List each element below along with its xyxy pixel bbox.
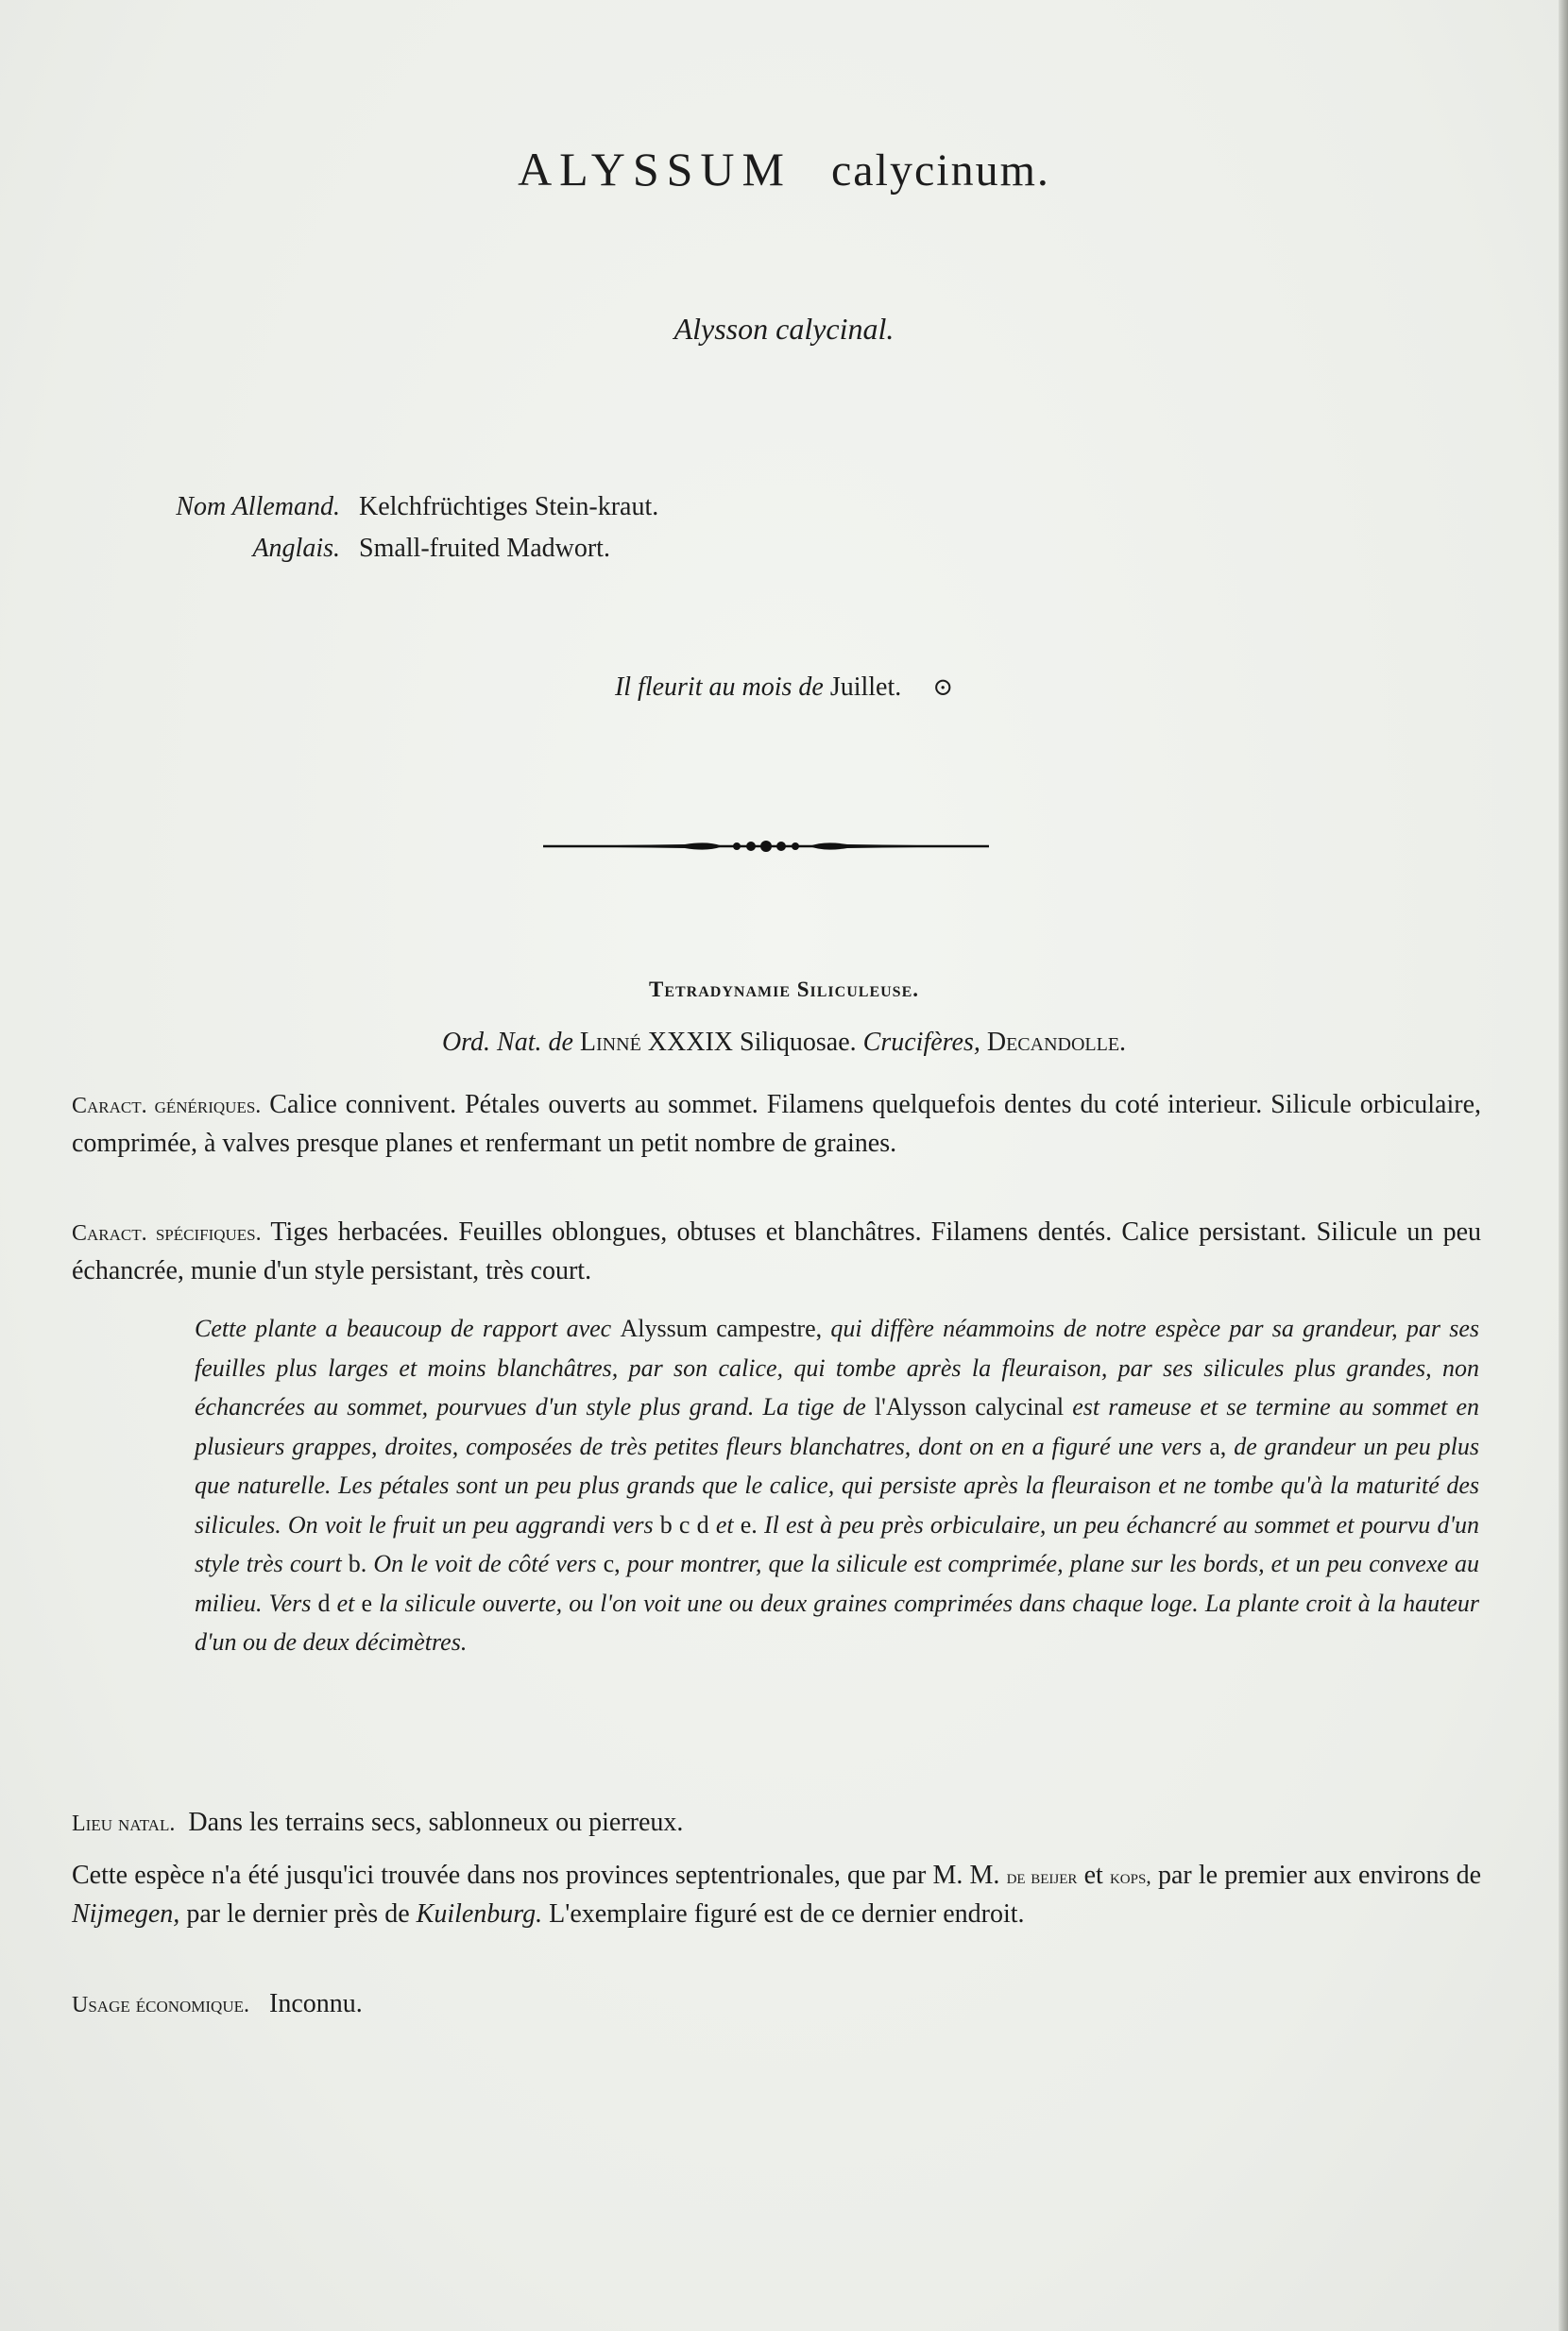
class-heading: Tetradynamie Siliculeuse. bbox=[648, 978, 919, 1001]
obs-text: est rameuse et se termine au sommet en plusieurs grappes, droites, composées de très petites fleurs blanchatres, dont on en a figuré une vers bbox=[195, 1393, 1480, 1460]
english-name-row bbox=[132, 528, 658, 570]
obs-text: et bbox=[336, 1589, 355, 1617]
german-name-row bbox=[132, 486, 658, 528]
distribution-text: par le premier aux environs de bbox=[1157, 1861, 1482, 1890]
decandolle-name: Decandolle. bbox=[986, 1028, 1127, 1057]
usage-label: Usage économique. bbox=[72, 1993, 249, 2017]
flowering-text: Il fleurit au mois de bbox=[614, 672, 824, 702]
place-nijmegen: Nijmegen, bbox=[72, 1899, 180, 1929]
obs-figure-ref: e. bbox=[740, 1510, 758, 1539]
specific-characters bbox=[72, 1214, 1481, 1290]
french-name: Alysson calycinal. bbox=[673, 312, 895, 346]
obs-text: On le voit de côté vers bbox=[373, 1550, 597, 1577]
common-names bbox=[132, 486, 658, 570]
specific-characters-label: Caract. spécifiques. bbox=[72, 1221, 262, 1246]
obs-text: Cette plante a beaucoup de rapport avec bbox=[195, 1315, 612, 1342]
linne-order: XXXIX Siliquosae. bbox=[647, 1028, 857, 1057]
linne-name: Linné bbox=[579, 1028, 641, 1057]
flowering-line bbox=[0, 672, 1568, 703]
english-label: Anglais. bbox=[252, 534, 340, 563]
generic-characters-label: Caract. génériques. bbox=[72, 1094, 262, 1118]
annual-symbol-icon: ⊙ bbox=[932, 673, 954, 701]
generic-characters bbox=[72, 1086, 1481, 1163]
habitat-text: Dans les terrains secs, sablonneux ou pierreux. bbox=[188, 1808, 684, 1837]
obs-text: et bbox=[715, 1510, 734, 1539]
genus-name: ALYSSUM bbox=[518, 143, 792, 196]
observation-paragraph bbox=[195, 1309, 1479, 1662]
habitat-label: Lieu natal. bbox=[72, 1812, 176, 1836]
order-line bbox=[0, 1028, 1568, 1058]
obs-roman: l'Alysson calycinal bbox=[874, 1393, 1065, 1421]
german-label: Nom Allemand. bbox=[176, 492, 340, 521]
order-prefix: Ord. Nat. de bbox=[441, 1028, 573, 1057]
habitat-line bbox=[72, 1804, 1481, 1843]
usage-line bbox=[72, 1985, 1481, 2024]
distribution-text: par le dernier près de bbox=[186, 1899, 410, 1929]
collector-beijer: de beijer bbox=[1006, 1864, 1078, 1888]
obs-text: pour montrer, que la silicule est comprimée, plane sur les bords, et un peu convexe au milieu. Vers bbox=[195, 1550, 1480, 1617]
obs-figure-ref: a, bbox=[1209, 1432, 1227, 1460]
english-value: Small-fruited Madwort. bbox=[359, 534, 610, 563]
distribution-text: L'exemplaire figuré est de ce dernier endroit. bbox=[549, 1899, 1025, 1929]
distribution-text: et bbox=[1083, 1861, 1103, 1890]
ornament-divider-icon bbox=[543, 827, 989, 865]
specific-characters-text: Tiges herbacées. Feuilles oblongues, obtuses et blanchâtres. Filamens dentés. Calice persistant. Silicule un peu échancrée, munie d'un style persistant, très court. bbox=[72, 1217, 1481, 1285]
german-value: Kelchfrüchtiges Stein-kraut. bbox=[359, 492, 659, 521]
obs-figure-ref: d bbox=[317, 1589, 331, 1617]
obs-text: Il est à peu près orbiculaire, un peu échancré au sommet et pourvu d'un style très court bbox=[195, 1510, 1480, 1577]
generic-characters-text: Calice connivent. Pétales ouverts au sommet. Filamens quelquefois dentes du coté interieur. Silicule orbiculaire, comprimée, à valves presque planes et renfermant un petit nombre de graines. bbox=[72, 1090, 1482, 1158]
species-name: calycinum. bbox=[831, 145, 1050, 196]
obs-roman: Alyssum campestre, bbox=[620, 1315, 823, 1342]
obs-figure-ref: b. bbox=[348, 1550, 367, 1577]
distribution-paragraph bbox=[72, 1857, 1481, 1933]
obs-text: de grandeur un peu plus que naturelle. Les pétales sont un peu plus grands que le calice, qui persiste après la fleuraison et ne tombe qu'à la maturité des silicules. On voit le fruit un peu aggrandi vers bbox=[195, 1432, 1480, 1539]
obs-text: la silicule ouverte, ou l'on voit une ou deux graines comprimées dans chaque loge. La plante croit à la hauteur d'un ou de deux décimètres. bbox=[195, 1589, 1480, 1656]
obs-figure-ref: e bbox=[361, 1589, 373, 1617]
usage-text: Inconnu. bbox=[269, 1989, 363, 2018]
obs-text: qui diffère néammoins de notre espèce par sa grandeur, par ses feuilles plus larges et moins blanchâtres, par son calice, qui tombe après la fleuraison, par ses silicules plus grandes, non échancrées au sommet, pourvues d'un style plus grand. La tige de bbox=[195, 1315, 1480, 1421]
collector-kops: kops, bbox=[1109, 1864, 1151, 1888]
obs-figure-ref: c, bbox=[603, 1550, 621, 1577]
distribution-text: Cette espèce n'a été jusqu'ici trouvée dans nos provinces septentrionales, que par M. M. bbox=[72, 1861, 1000, 1890]
place-kuilenburg: Kuilenburg. bbox=[416, 1899, 543, 1929]
page-title bbox=[0, 142, 1568, 196]
flowering-month: Juillet. bbox=[829, 672, 902, 702]
page-edge bbox=[1559, 0, 1568, 2331]
obs-figure-ref: b c d bbox=[659, 1510, 709, 1539]
family-name: Crucifères, bbox=[862, 1028, 980, 1057]
